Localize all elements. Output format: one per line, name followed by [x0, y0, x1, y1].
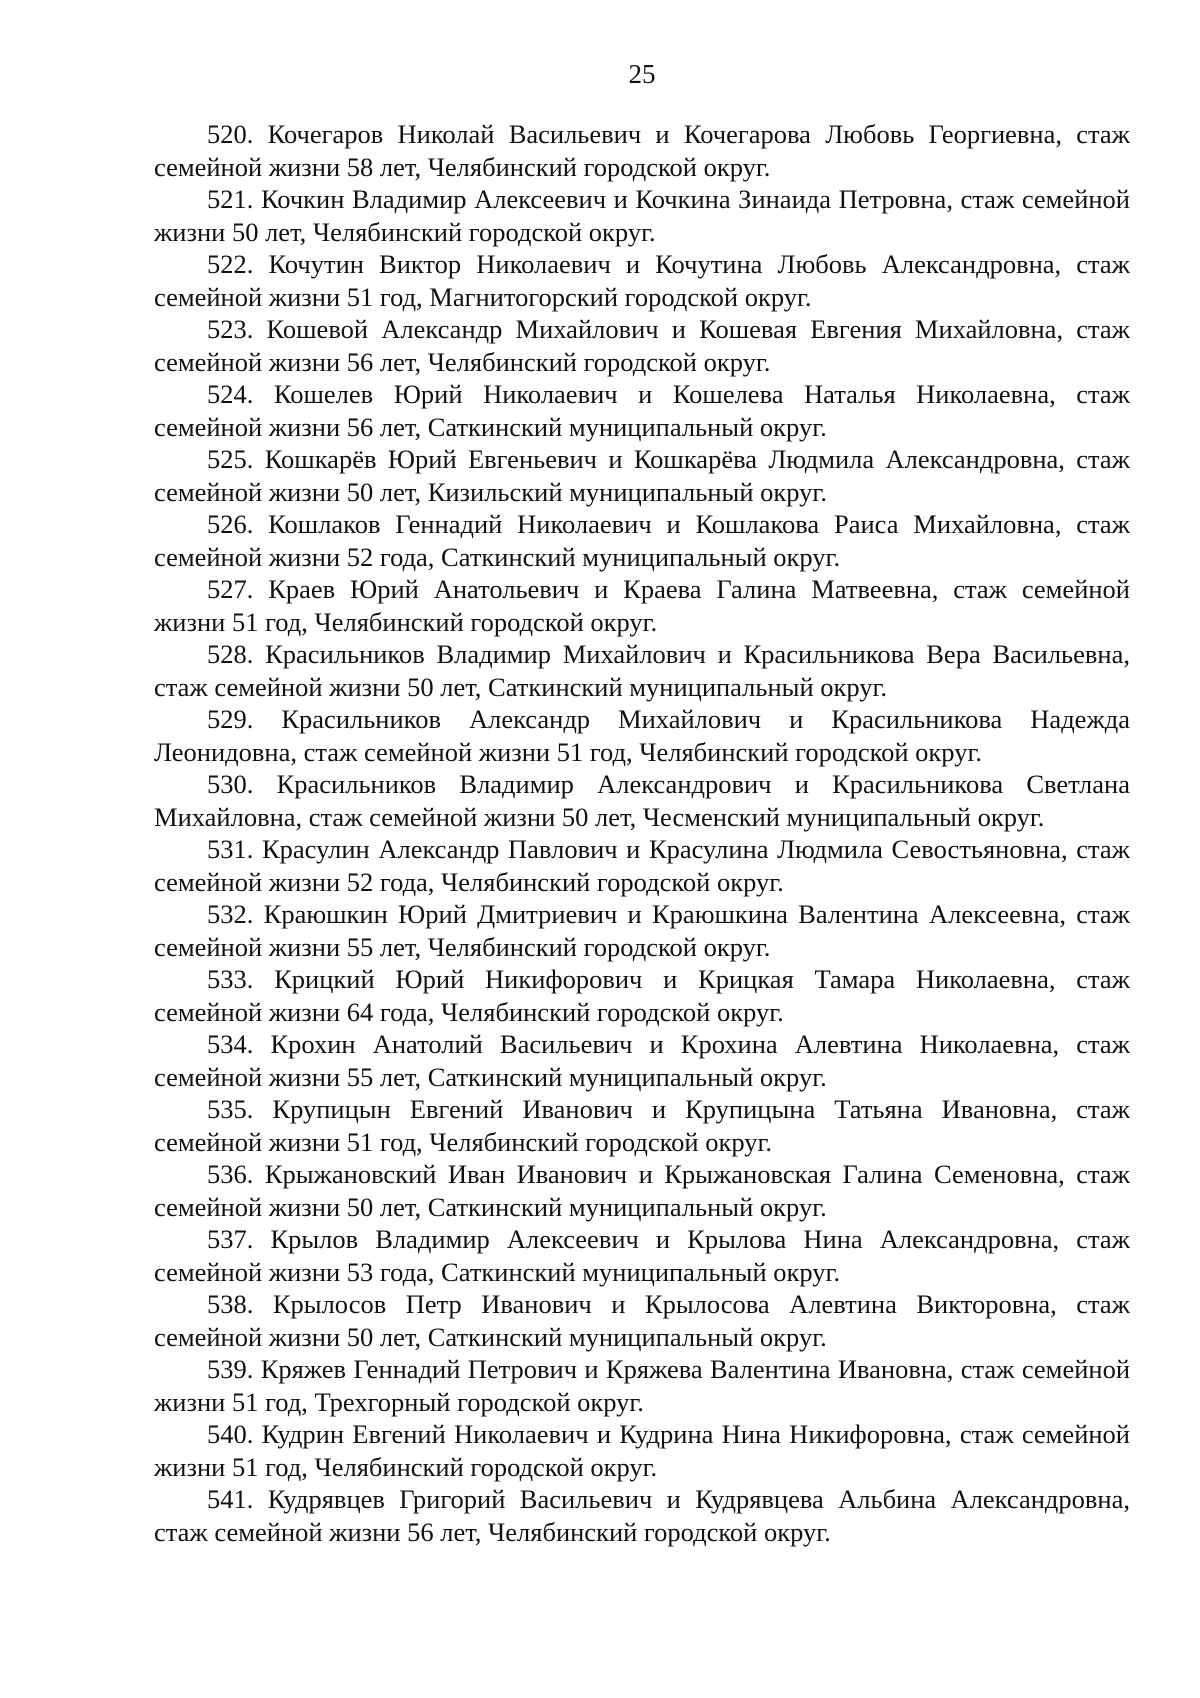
entries-list: [154, 118, 1130, 1548]
list-item: 540. Кудрин Евгений Николаевич и Кудрина Нина Никифоровна, стаж семейной жизни 51 год, Челябинский городской округ.: [154, 1419, 1130, 1482]
list-item: 536. Крыжановский Иван Иванович и Крыжановская Галина Семеновна, стаж семейной жизни 50 лет, Саткинский муниципальный округ.: [154, 1159, 1130, 1222]
list-item: 533. Крицкий Юрий Никифорович и Крицкая Тамара Николаевна, стаж семейной жизни 64 года, Челябинский городской округ.: [154, 964, 1130, 1027]
list-item: 534. Крохин Анатолий Васильевич и Крохина Алевтина Николаевна, стаж семейной жизни 55 лет, Саткинский муниципальный округ.: [154, 1029, 1130, 1092]
list-item: 527. Краев Юрий Анатольевич и Краева Галина Матвеевна, стаж семейной жизни 51 год, Челябинский городской округ.: [154, 574, 1130, 637]
list-item: 521. Кочкин Владимир Алексеевич и Кочкина Зинаида Петровна, стаж семейной жизни 50 лет, Челябинский городской округ.: [154, 184, 1130, 247]
list-item: 530. Красильников Владимир Александрович и Красильникова Светлана Михайловна, стаж семейной жизни 50 лет, Чесменский муниципальный округ.: [154, 769, 1130, 832]
list-item: 537. Крылов Владимир Алексеевич и Крылова Нина Александровна, стаж семейной жизни 53 года, Саткинский муниципальный округ.: [154, 1224, 1130, 1287]
list-item: 523. Кошевой Александр Михайлович и Кошевая Евгения Михайловна, стаж семейной жизни 56 лет, Челябинский городской округ.: [154, 314, 1130, 377]
list-item: 524. Кошелев Юрий Николаевич и Кошелева Наталья Николаевна, стаж семейной жизни 56 лет, Саткинский муниципальный округ.: [154, 379, 1130, 442]
list-item: 531. Красулин Александр Павлович и Красулина Людмила Севостьяновна, стаж семейной жизни 52 года, Челябинский городской округ.: [154, 834, 1130, 897]
list-item: 541. Кудрявцев Григорий Васильевич и Кудрявцева Альбина Александровна, стаж семейной жизни 56 лет, Челябинский городской округ.: [154, 1484, 1130, 1547]
list-item: 539. Кряжев Геннадий Петрович и Кряжева Валентина Ивановна, стаж семейной жизни 51 год, Трехгорный городской округ.: [154, 1354, 1130, 1417]
list-item: 529. Красильников Александр Михайлович и Красильникова Надежда Леонидовна, стаж семейной жизни 51 год, Челябинский городской округ.: [154, 704, 1130, 767]
list-item: 538. Крылосов Петр Иванович и Крылосова Алевтина Викторовна, стаж семейной жизни 50 лет, Саткинский муниципальный округ.: [154, 1289, 1130, 1352]
list-item: 532. Краюшкин Юрий Дмитриевич и Краюшкина Валентина Алексеевна, стаж семейной жизни 55 лет, Челябинский городской округ.: [154, 899, 1130, 962]
list-item: 526. Кошлаков Геннадий Николаевич и Кошлакова Раиса Михайловна, стаж семейной жизни 52 года, Саткинский муниципальный округ.: [154, 509, 1130, 572]
list-item: 535. Крупицын Евгений Иванович и Крупицына Татьяна Ивановна, стаж семейной жизни 51 год, Челябинский городской округ.: [154, 1094, 1130, 1157]
list-item: 528. Красильников Владимир Михайлович и Красильникова Вера Васильевна, стаж семейной жизни 50 лет, Саткинский муниципальный округ.: [154, 639, 1130, 702]
list-item: 520. Кочегаров Николай Васильевич и Кочегарова Любовь Георгиевна, стаж семейной жизни 58 лет, Челябинский городской округ.: [154, 119, 1130, 182]
list-item: 522. Кочутин Виктор Николаевич и Кочутина Любовь Александровна, стаж семейной жизни 51 год, Магнитогорский городской округ.: [154, 249, 1130, 312]
page-number: 25: [628, 59, 656, 89]
list-item: 525. Кошкарёв Юрий Евгеньевич и Кошкарёва Людмила Александровна, стаж семейной жизни 50 лет, Кизильский муниципальный округ.: [154, 444, 1130, 507]
